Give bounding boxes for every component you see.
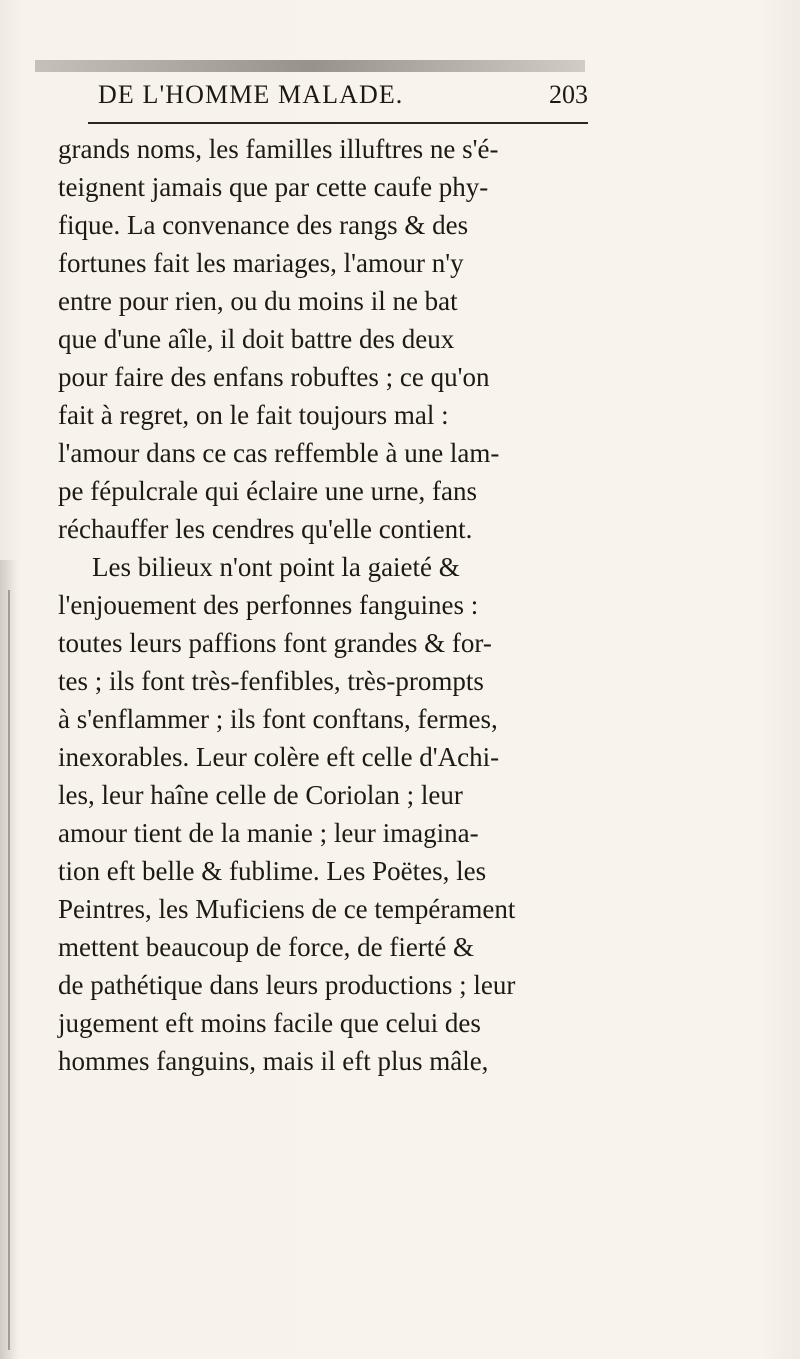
top-print-band bbox=[35, 60, 585, 72]
header-rule bbox=[88, 122, 588, 124]
text-line: l'enjouement des perfonnes fanguines : bbox=[58, 590, 479, 620]
text-line: à s'enflammer ; ils font conftans, fermes, bbox=[58, 704, 498, 734]
text-line: jugement eft moins facile que celui des bbox=[58, 1008, 481, 1038]
running-title: DE L'HOMME MALADE. bbox=[98, 80, 404, 109]
page-number: 203 bbox=[549, 80, 588, 109]
text-line: les, leur haîne celle de Coriolan ; leur bbox=[58, 780, 463, 810]
binding-edge bbox=[8, 590, 10, 1350]
running-header bbox=[98, 80, 588, 120]
text-line: entre pour rien, ou du moins il ne bat bbox=[58, 286, 458, 316]
text-line: de pathétique dans leurs productions ; leur bbox=[58, 970, 516, 1000]
text-line: hommes fanguins, mais il eft plus mâle, bbox=[58, 1046, 489, 1076]
text-line: l'amour dans ce cas reffemble à une lam- bbox=[58, 438, 500, 468]
text-line: tion eft belle & fublime. Les Poëtes, les bbox=[58, 856, 487, 886]
text-line: fait à regret, on le fait toujours mal : bbox=[58, 400, 449, 430]
text-line: fortunes fait les mariages, l'amour n'y bbox=[58, 248, 464, 278]
text-line: amour tient de la manie ; leur imagina- bbox=[58, 818, 479, 848]
text-line: tes ; ils font très-fenfibles, très-prompts bbox=[58, 666, 484, 696]
text-line: pe fépulcrale qui éclaire une urne, fans bbox=[58, 476, 478, 506]
text-line: grands noms, les familles illuftres ne s'é- bbox=[58, 134, 499, 164]
text-line: réchauffer les cendres qu'elle contient. bbox=[58, 514, 473, 544]
text-line: inexorables. Leur colère eft celle d'Achi- bbox=[58, 742, 500, 772]
text-line: que d'une aîle, il doit battre des deux bbox=[58, 324, 455, 354]
text-line: pour faire des enfans robuftes ; ce qu'on bbox=[58, 362, 490, 392]
text-line: Peintres, les Muficiens de ce tempérament bbox=[58, 894, 516, 924]
paragraph-start-line: Les bilieux n'ont point la gaieté & bbox=[92, 552, 460, 582]
text-line: fique. La convenance des rangs & des bbox=[58, 210, 469, 240]
text-line: teignent jamais que par cette caufe phy- bbox=[58, 172, 489, 202]
text-line: toutes leurs paffions font grandes & for- bbox=[58, 628, 492, 658]
text-line: mettent beaucoup de force, de fierté & bbox=[58, 932, 475, 962]
